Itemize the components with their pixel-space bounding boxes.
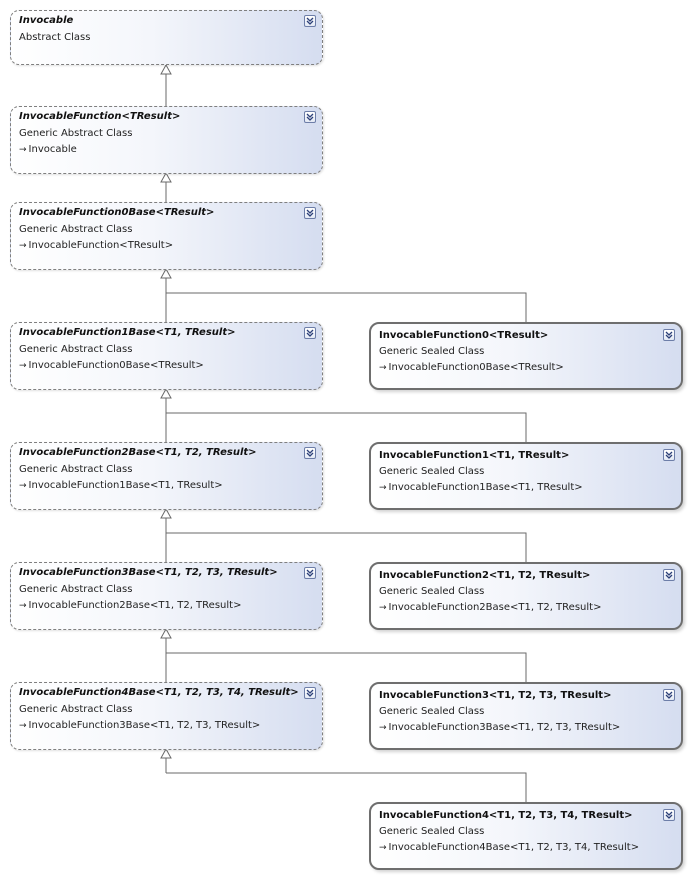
base-class-name: InvocableFunction3Base<T1, T2, T3, TResult>: [28, 720, 261, 731]
chevron-double-down-icon[interactable]: [304, 15, 316, 27]
class-kind: Generic Sealed Class: [379, 706, 485, 717]
class-title: InvocableFunction0<TResult>: [379, 330, 549, 341]
inheritance-branch: [166, 293, 526, 322]
base-class: [19, 720, 260, 731]
class-title: InvocableFunction3Base<T1, T2, T3, TResult>: [19, 567, 278, 578]
class-kind: Generic Abstract Class: [19, 464, 133, 475]
base-class-name: InvocableFunction<TResult>: [28, 240, 174, 251]
class-title: InvocableFunction<TResult>: [19, 111, 181, 122]
chevron-double-down-icon[interactable]: [304, 447, 316, 459]
class-kind: Generic Sealed Class: [379, 466, 485, 477]
chevron-double-down-icon[interactable]: [663, 329, 675, 341]
class-box-invocable-function3base[interactable]: [10, 562, 323, 630]
class-box-invocable-function4[interactable]: [369, 802, 683, 870]
class-box-invocable-function2base[interactable]: [10, 442, 323, 510]
base-class-name: InvocableFunction1Base<T1, TResult>: [388, 482, 583, 493]
inheritance-arrowhead: [161, 269, 171, 278]
chevron-double-down-icon[interactable]: [663, 449, 675, 461]
class-box-invocable-function[interactable]: [10, 106, 323, 174]
inheritance-arrow-icon: →: [19, 481, 27, 491]
base-class: [379, 602, 601, 613]
inheritance-arrow-icon: →: [19, 361, 27, 371]
inheritance-arrowhead: [161, 509, 171, 518]
class-title: InvocableFunction1<T1, TResult>: [379, 450, 570, 461]
class-box-invocable-function4base[interactable]: [10, 682, 323, 750]
class-box-invocable-function0base[interactable]: [10, 202, 323, 270]
inheritance-arrowhead: [161, 65, 171, 74]
class-kind: Generic Sealed Class: [379, 586, 485, 597]
chevron-double-down-icon[interactable]: [304, 111, 316, 123]
inheritance-branch: [166, 653, 526, 682]
class-box-invocable-function2[interactable]: [369, 562, 683, 630]
chevron-double-down-icon[interactable]: [304, 207, 316, 219]
class-box-invocable-function0[interactable]: [369, 322, 683, 390]
chevron-double-down-icon[interactable]: [663, 809, 675, 821]
inheritance-arrow-icon: →: [379, 483, 387, 493]
inheritance-arrowhead: [161, 629, 171, 638]
inheritance-arrow-icon: →: [379, 723, 387, 733]
inheritance-branch: [166, 413, 526, 442]
base-class-name: InvocableFunction1Base<T1, TResult>: [28, 480, 223, 491]
base-class: [19, 240, 173, 251]
class-title: InvocableFunction1Base<T1, TResult>: [19, 327, 236, 338]
inheritance-arrow-icon: →: [379, 363, 387, 373]
class-kind: Generic Abstract Class: [19, 224, 133, 235]
class-kind: Abstract Class: [19, 32, 91, 43]
inheritance-arrow-icon: →: [19, 241, 27, 251]
class-box-invocable-function3[interactable]: [369, 682, 683, 750]
base-class: [379, 842, 639, 853]
class-kind: Generic Abstract Class: [19, 704, 133, 715]
base-class: [19, 480, 223, 491]
chevron-double-down-icon[interactable]: [304, 567, 316, 579]
class-title: InvocableFunction4Base<T1, T2, T3, T4, TResult>: [19, 687, 299, 698]
class-kind: Generic Sealed Class: [379, 826, 485, 837]
inheritance-arrow-icon: →: [379, 603, 387, 613]
chevron-double-down-icon[interactable]: [304, 687, 316, 699]
class-title: InvocableFunction2<T1, T2, TResult>: [379, 570, 591, 581]
class-kind: Generic Abstract Class: [19, 344, 133, 355]
chevron-double-down-icon[interactable]: [663, 569, 675, 581]
chevron-double-down-icon[interactable]: [663, 689, 675, 701]
inheritance-branch: [166, 533, 526, 562]
class-title: InvocableFunction3<T1, T2, T3, TResult>: [379, 690, 612, 701]
base-class-name: InvocableFunction0Base<TResult>: [388, 362, 564, 373]
class-title: Invocable: [19, 15, 74, 26]
inheritance-arrow-icon: →: [19, 721, 27, 731]
class-kind: Generic Abstract Class: [19, 128, 133, 139]
chevron-double-down-icon[interactable]: [304, 327, 316, 339]
class-title: InvocableFunction4<T1, T2, T3, T4, TResult>: [379, 810, 633, 821]
class-box-invocable-function1[interactable]: [369, 442, 683, 510]
base-class-name: InvocableFunction4Base<T1, T2, T3, T4, TResult>: [388, 842, 640, 853]
base-class: [19, 600, 241, 611]
class-box-invocable-function1base[interactable]: [10, 322, 323, 390]
inheritance-arrowhead: [161, 389, 171, 398]
inheritance-arrow-icon: →: [19, 145, 27, 155]
class-kind: Generic Abstract Class: [19, 584, 133, 595]
base-class-name: InvocableFunction0Base<TResult>: [28, 360, 204, 371]
base-class-name: InvocableFunction2Base<T1, T2, TResult>: [388, 602, 602, 613]
inheritance-arrowhead: [161, 173, 171, 182]
base-class-name: InvocableFunction2Base<T1, T2, TResult>: [28, 600, 242, 611]
base-class: [379, 722, 620, 733]
class-title: InvocableFunction2Base<T1, T2, TResult>: [19, 447, 257, 458]
base-class: [379, 362, 564, 373]
base-class: [379, 482, 583, 493]
base-class-name: InvocableFunction3Base<T1, T2, T3, TResult>: [388, 722, 621, 733]
class-kind: Generic Sealed Class: [379, 346, 485, 357]
base-class-name: Invocable: [28, 144, 77, 155]
class-box-invocable[interactable]: [10, 10, 323, 65]
inheritance-arrow-icon: →: [19, 601, 27, 611]
base-class: [19, 360, 204, 371]
inheritance-arrowhead: [161, 749, 171, 758]
base-class: [19, 144, 77, 155]
class-title: InvocableFunction0Base<TResult>: [19, 207, 215, 218]
inheritance-arrow-icon: →: [379, 843, 387, 853]
inheritance-branch: [166, 773, 526, 802]
